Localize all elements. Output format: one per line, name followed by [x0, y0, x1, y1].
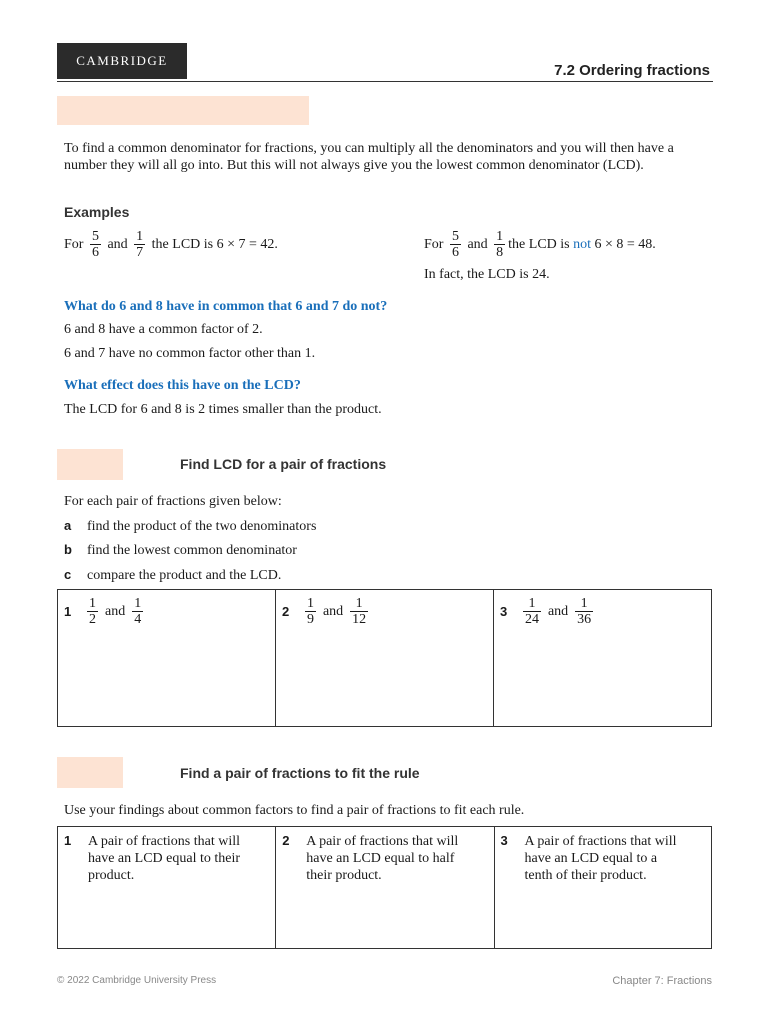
activity2-cell-2[interactable]: 2 A pair of fractions that will have an LCD equal to half their product.	[276, 827, 494, 949]
example-left-for: For	[64, 237, 84, 252]
answer-effect: The LCD for 6 and 8 is 2 times smaller than the product.	[64, 402, 382, 417]
activity1-table	[57, 589, 712, 727]
example-right-and: and	[467, 237, 488, 252]
footer-copyright: © 2022 Cambridge University Press	[57, 975, 217, 986]
example-right-result-2: 6 × 8 = 48.	[591, 237, 656, 252]
section-title: 7.2 Ordering fractions	[554, 62, 710, 79]
activity1-title: Find LCD for a pair of fractions	[180, 456, 387, 472]
question-effect: What effect does this have on the LCD?	[64, 378, 301, 393]
question-common: What do 6 and 8 have in common that 6 and 7 do not?	[64, 299, 388, 314]
fraction-1-12: $\frac{1}{12}$	[352, 596, 367, 627]
example-right-result: the LCD is	[508, 237, 574, 252]
fraction-1-4: $\frac{1}{4}$	[134, 596, 142, 627]
fraction-5-6: $\frac{5}{6}$	[91, 229, 99, 261]
answer-common-2: 6 and 7 have no common factor other than 1.	[64, 346, 316, 361]
activity1-cell-1[interactable]: 1 $\frac{1}{2}$ and $\frac{1}{4}$	[58, 590, 276, 727]
activity1-item-a: a find the product of the two denominators	[64, 518, 317, 534]
activity2-table	[57, 826, 712, 949]
footer-chapter: Chapter 7: Fractions	[612, 975, 712, 987]
logo-text: CAMBRIDGE	[76, 53, 168, 68]
activity1-cell-2[interactable]: 2 $\frac{1}{9}$ and $\frac{1}{12}$	[275, 590, 493, 727]
fraction-1-2: $\frac{1}{2}$	[89, 596, 96, 627]
answer-common-1: 6 and 8 have a common factor of 2.	[64, 322, 263, 337]
fraction-1-7: $\frac{1}{7}$	[136, 229, 144, 261]
activity1-item-b: b find the lowest common denominator	[64, 542, 297, 558]
activity2-cell-3[interactable]: 3 A pair of fractions that will have an LCD equal to a tenth of their product.	[494, 827, 712, 949]
activity1-item-c: c compare the product and the LCD.	[64, 567, 282, 583]
emphasis-not: not	[573, 237, 592, 252]
intro-paragraph: To find a common denominator for fractions, you can multiply all the denominators and you will then have a number they will all go into. But this will not always give you the lowest common denominator (LCD).	[64, 141, 674, 173]
fraction-1-9: $\frac{1}{9}$	[306, 596, 314, 627]
header-rule	[57, 81, 713, 82]
example-left-and: and	[107, 237, 128, 252]
fraction-1-36: $\frac{1}{36}$	[577, 596, 592, 627]
activity2-instruction: Use your findings about common factors to find a pair of fractions to fit each rule.	[64, 803, 525, 818]
example-left-result: the LCD is 6 × 7 = 42.	[151, 237, 278, 252]
fraction-1-8: $\frac{1}{8}$	[496, 229, 504, 261]
title-banner	[57, 96, 309, 125]
activity1-badge	[57, 449, 123, 480]
activity2-badge	[57, 757, 123, 788]
activity1-cell-3[interactable]: 3 $\frac{1}{24}$ and $\frac{1}{36}$	[493, 590, 711, 727]
activity1-instruction: For each pair of fractions given below:	[64, 494, 282, 509]
activity2-cell-1[interactable]: 1 A pair of fractions that will have an LCD equal to their product.	[58, 827, 276, 949]
example-right-line2: In fact, the LCD is 24.	[424, 267, 550, 282]
fraction-5-6-b: $\frac{5}{6}$	[451, 229, 459, 261]
cambridge-logo	[57, 43, 187, 79]
example-right	[424, 229, 656, 261]
example-left	[64, 229, 278, 261]
examples-heading: Examples	[64, 204, 130, 220]
example-right-for: For	[424, 237, 444, 252]
fraction-1-24: $\frac{1}{24}$	[524, 596, 539, 627]
activity2-title: Find a pair of fractions to fit the rule	[180, 765, 420, 781]
